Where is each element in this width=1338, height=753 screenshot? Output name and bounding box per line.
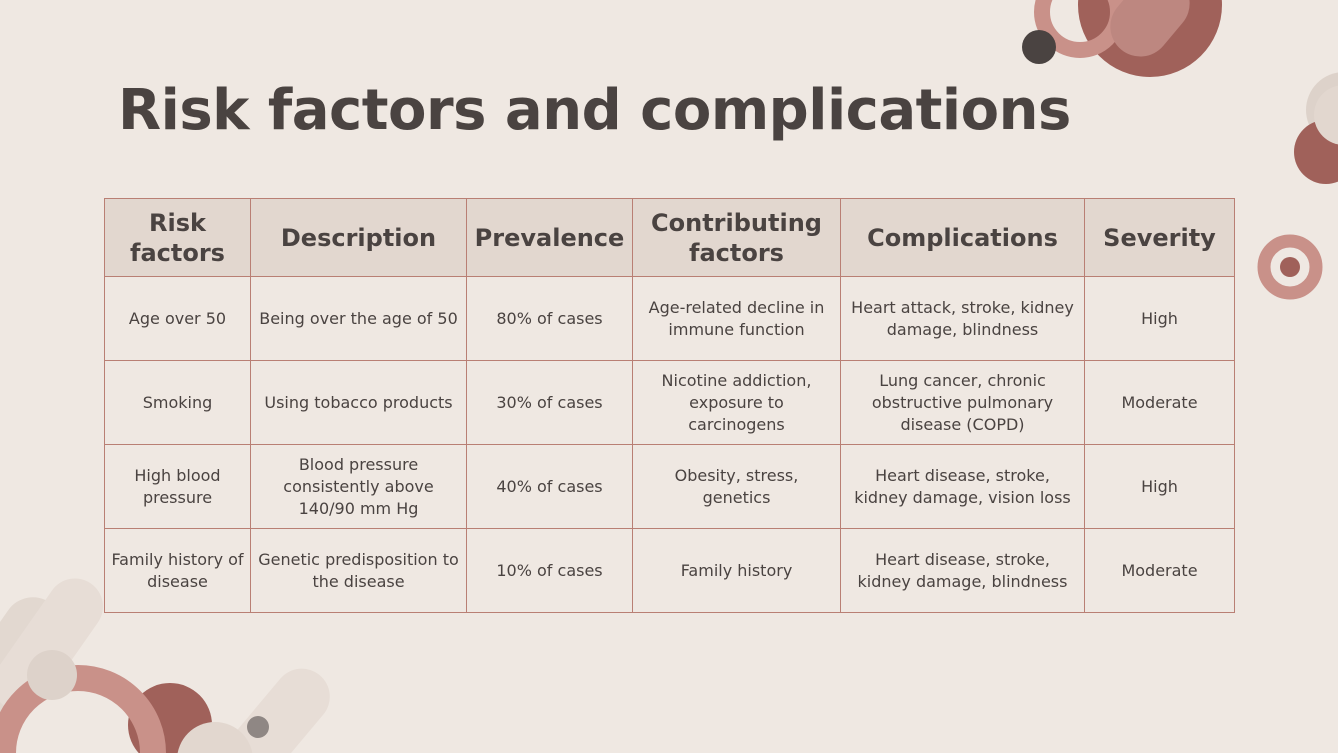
header-risk-factors: Risk factors [105,199,251,277]
table-row [105,529,1235,613]
cell-prevalence: 10% of cases [467,529,633,613]
cell-severity: High [1085,445,1235,529]
cell-severity: Moderate [1085,529,1235,613]
cell-severity: Moderate [1085,361,1235,445]
cell-description: Blood pressure consistently above 140/90 mm Hg [251,445,467,529]
table-row [105,361,1235,445]
cell-prevalence: 30% of cases [467,361,633,445]
cell-risk-factor: High blood pressure [105,445,251,529]
cell-complications: Lung cancer, chronic obstructive pulmonary disease (COPD) [841,361,1085,445]
slide-title: Risk factors and complications [118,78,1071,143]
cell-description: Using tobacco products [251,361,467,445]
cell-risk-factor: Family history of disease [105,529,251,613]
cell-complications: Heart disease, stroke, kidney damage, blindness [841,529,1085,613]
table-header-row [105,199,1235,277]
cell-prevalence: 40% of cases [467,445,633,529]
cell-complications: Heart attack, stroke, kidney damage, blindness [841,277,1085,361]
cell-prevalence: 80% of cases [467,277,633,361]
cell-complications: Heart disease, stroke, kidney damage, vision loss [841,445,1085,529]
header-severity: Severity [1085,199,1235,277]
header-prevalence: Prevalence [467,199,633,277]
cell-severity: High [1085,277,1235,361]
cell-description: Genetic predisposition to the disease [251,529,467,613]
header-complications: Complications [841,199,1085,277]
cell-contributing-factors: Obesity, stress, genetics [633,445,841,529]
cell-description: Being over the age of 50 [251,277,467,361]
header-description: Description [251,199,467,277]
cell-risk-factor: Smoking [105,361,251,445]
header-contributing-factors: Contributing factors [633,199,841,277]
risk-factors-table [104,198,1235,613]
table-row [105,277,1235,361]
cell-contributing-factors: Nicotine addiction, exposure to carcinogens [633,361,841,445]
cell-risk-factor: Age over 50 [105,277,251,361]
cell-contributing-factors: Age-related decline in immune function [633,277,841,361]
cell-contributing-factors: Family history [633,529,841,613]
table-row [105,445,1235,529]
